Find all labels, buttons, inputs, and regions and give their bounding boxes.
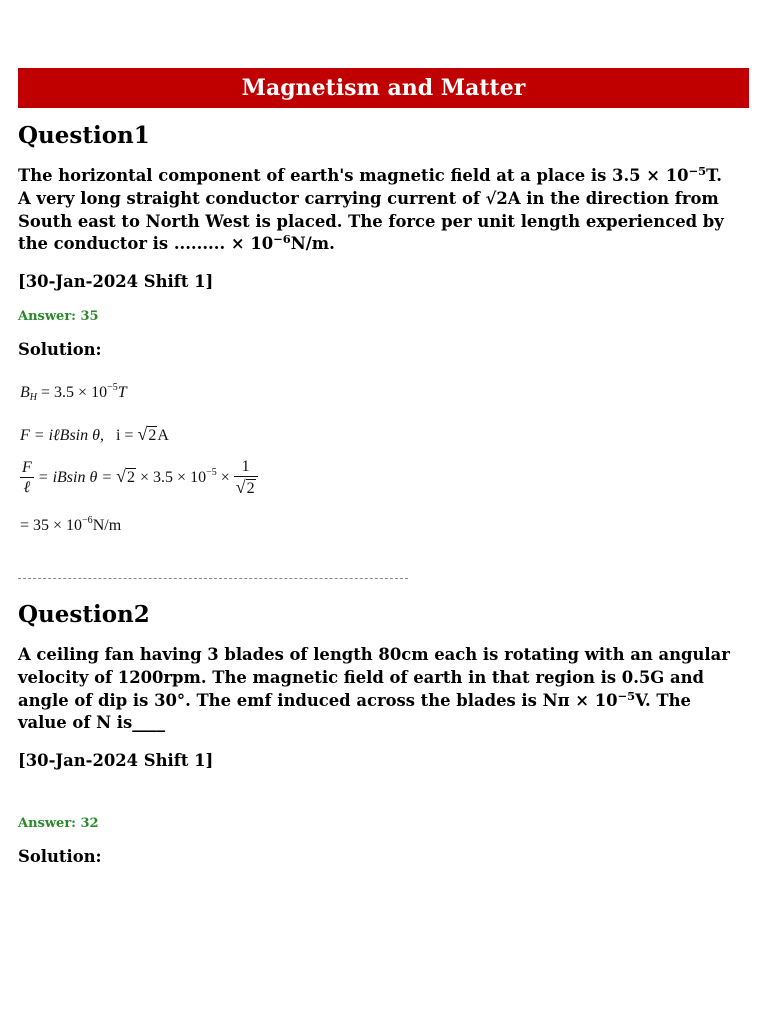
- equation-force-per-length: $\frac{F}{\text{ℓ}}$ = iBsin $\theta = √2 \times 3.5 \times 10^{-5}$ × $\frac{1}{√2}$: [20, 458, 258, 499]
- equation-force: F = iℓBsin θ, i = √2A: [20, 424, 169, 444]
- chapter-banner: [18, 68, 749, 108]
- question1-title: Question1: [18, 122, 150, 149]
- question2-solution-label: Solution:: [18, 847, 102, 866]
- question1-session: [30-Jan-2024 Shift 1]: [18, 272, 214, 291]
- question2-text: A ceiling fan having 3 blades of length 80cm each is rotating with an angular velocity of 1200rpm. The magnetic field of earth in that region is 0.5G and angle of dip is 30°. The emf induced across the blades is $N\pi \times 10^{-5}V$. The value of N is____: [18, 645, 730, 733]
- chapter-title: Magnetism and Matter: [241, 75, 526, 101]
- question-divider: [18, 578, 408, 579]
- question2-title: Question2: [18, 601, 150, 628]
- equation-field-value: $B_H = 3.5 \times 10^{-5}T$: [20, 382, 127, 403]
- question1-solution-equations: [20, 380, 320, 545]
- question2-session: [30-Jan-2024 Shift 1]: [18, 751, 214, 770]
- equation-result: = $35 \times 10^{-6}N/m$: [20, 515, 122, 534]
- question1-answer: Answer: 35: [18, 309, 99, 324]
- question1-solution-label: Solution:: [18, 340, 102, 359]
- question2-answer: Answer: 32: [18, 816, 99, 831]
- question1-text: The horizontal component of earth's magnetic field at a place is $3.5 \times 10^{-5}T$. A very long straight conductor carrying current of √2A in the direction from South east to North West is placed. The force per unit length experienced by the conductor is ......... × $10^{-6}N/m$.: [18, 164, 724, 254]
